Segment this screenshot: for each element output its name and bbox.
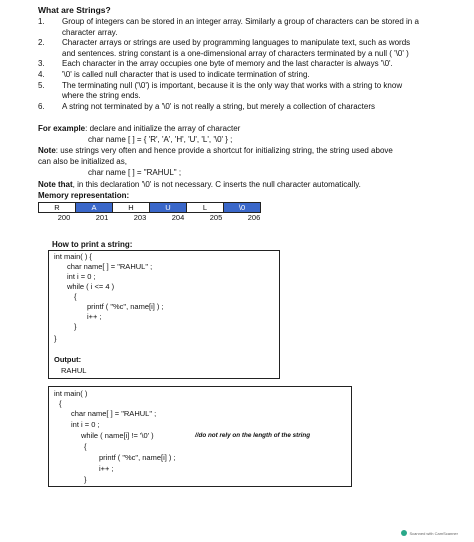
memory-cell: H xyxy=(113,203,150,213)
note-that-line: Note that, in this declaration '\0' is not necessary. C inserts the null character automatically. xyxy=(38,180,361,189)
memory-address: 201 xyxy=(95,213,109,222)
code-line: printf ( "%c", name[i] ) ; xyxy=(99,453,176,462)
list-item: 3. Each character in the array occupies one byte of memory and the last character is always '\0'. xyxy=(38,59,393,69)
list-item: 6. A string not terminated by a '\0' is not really a string, but merely a collection of characters xyxy=(38,101,375,111)
code-line: { xyxy=(59,399,62,408)
code-line: char name[ ] = "RAHUL" ; xyxy=(71,409,157,418)
memory-address: 200 xyxy=(57,213,71,222)
how-to-print-title: How to print a string: xyxy=(52,240,133,249)
code-line: i++ ; xyxy=(87,312,102,321)
code-block-2 xyxy=(48,386,352,487)
code-line: char name[ ] = "RAHUL" ; xyxy=(67,262,153,271)
example-code: char name [ ] = { 'R', 'A', 'H', 'U', 'L', '\0' } ; xyxy=(88,135,233,144)
code-line: int i = 0 ; xyxy=(67,272,96,281)
note-code: char name [ ] = "RAHUL" ; xyxy=(88,168,182,177)
memory-label: Memory representation: xyxy=(38,191,130,200)
memory-table xyxy=(38,202,261,213)
note-line: Note: use strings very often and hence provide a shortcut for initializing string, the string used above xyxy=(38,146,393,155)
memory-address: 204 xyxy=(171,213,185,222)
code-line: { xyxy=(74,292,77,301)
memory-cell: U xyxy=(150,203,187,213)
code-line: int i = 0 ; xyxy=(71,420,100,429)
code-line: } xyxy=(74,322,77,331)
strings-points-list xyxy=(38,17,442,112)
code-line: printf ( "%c", name[i] ) ; xyxy=(87,302,164,311)
output-value: RAHUL xyxy=(61,366,87,375)
list-item: 5. The terminating null ('\0') is important, because it is the only way that works with a string to know where the string ends. xyxy=(38,80,403,101)
list-item: 4. '\0' is called null character that is used to indicate termination of string. xyxy=(38,69,310,79)
code-line: } xyxy=(54,334,57,343)
memory-address: 205 xyxy=(209,213,223,222)
memory-cell: \0 xyxy=(224,203,261,213)
code-line: int main( ) { xyxy=(54,252,92,261)
code-line: int main( ) xyxy=(54,389,88,398)
list-item: 2. Character arrays or strings are used by programming languages to manipulate text, such as words and sentences. string constant is a one-dimensional array of characters terminated by a null ( '\0' ) xyxy=(38,38,411,58)
code-line: while ( name[i] != '\0' ) xyxy=(81,431,154,440)
example-line: For example: declare and initialize the array of character xyxy=(38,124,241,133)
page-title: What are Strings? xyxy=(38,5,111,15)
code-line: while ( i <= 4 ) xyxy=(67,282,115,291)
memory-cell: L xyxy=(187,203,224,213)
code-line: { xyxy=(84,442,87,451)
scanner-watermark: Scanned with CamScanner xyxy=(401,530,458,536)
code-line: i++ ; xyxy=(99,464,114,473)
output-label: Output: xyxy=(54,355,82,364)
code-line: } xyxy=(84,475,87,484)
memory-address: 203 xyxy=(133,213,147,222)
memory-cell: A xyxy=(76,203,113,213)
memory-cell: R xyxy=(39,203,76,213)
code-block-1 xyxy=(48,250,280,379)
code-comment: //do not rely on the length of the string xyxy=(195,432,311,439)
note-line-continued: can also be initialized as, xyxy=(38,157,127,166)
camscanner-logo-icon xyxy=(401,530,407,536)
memory-address: 206 xyxy=(247,213,261,222)
list-item: 1. Group of integers can be stored in an integer array. Similarly a group of characters can be stored in a character array. xyxy=(38,17,419,37)
